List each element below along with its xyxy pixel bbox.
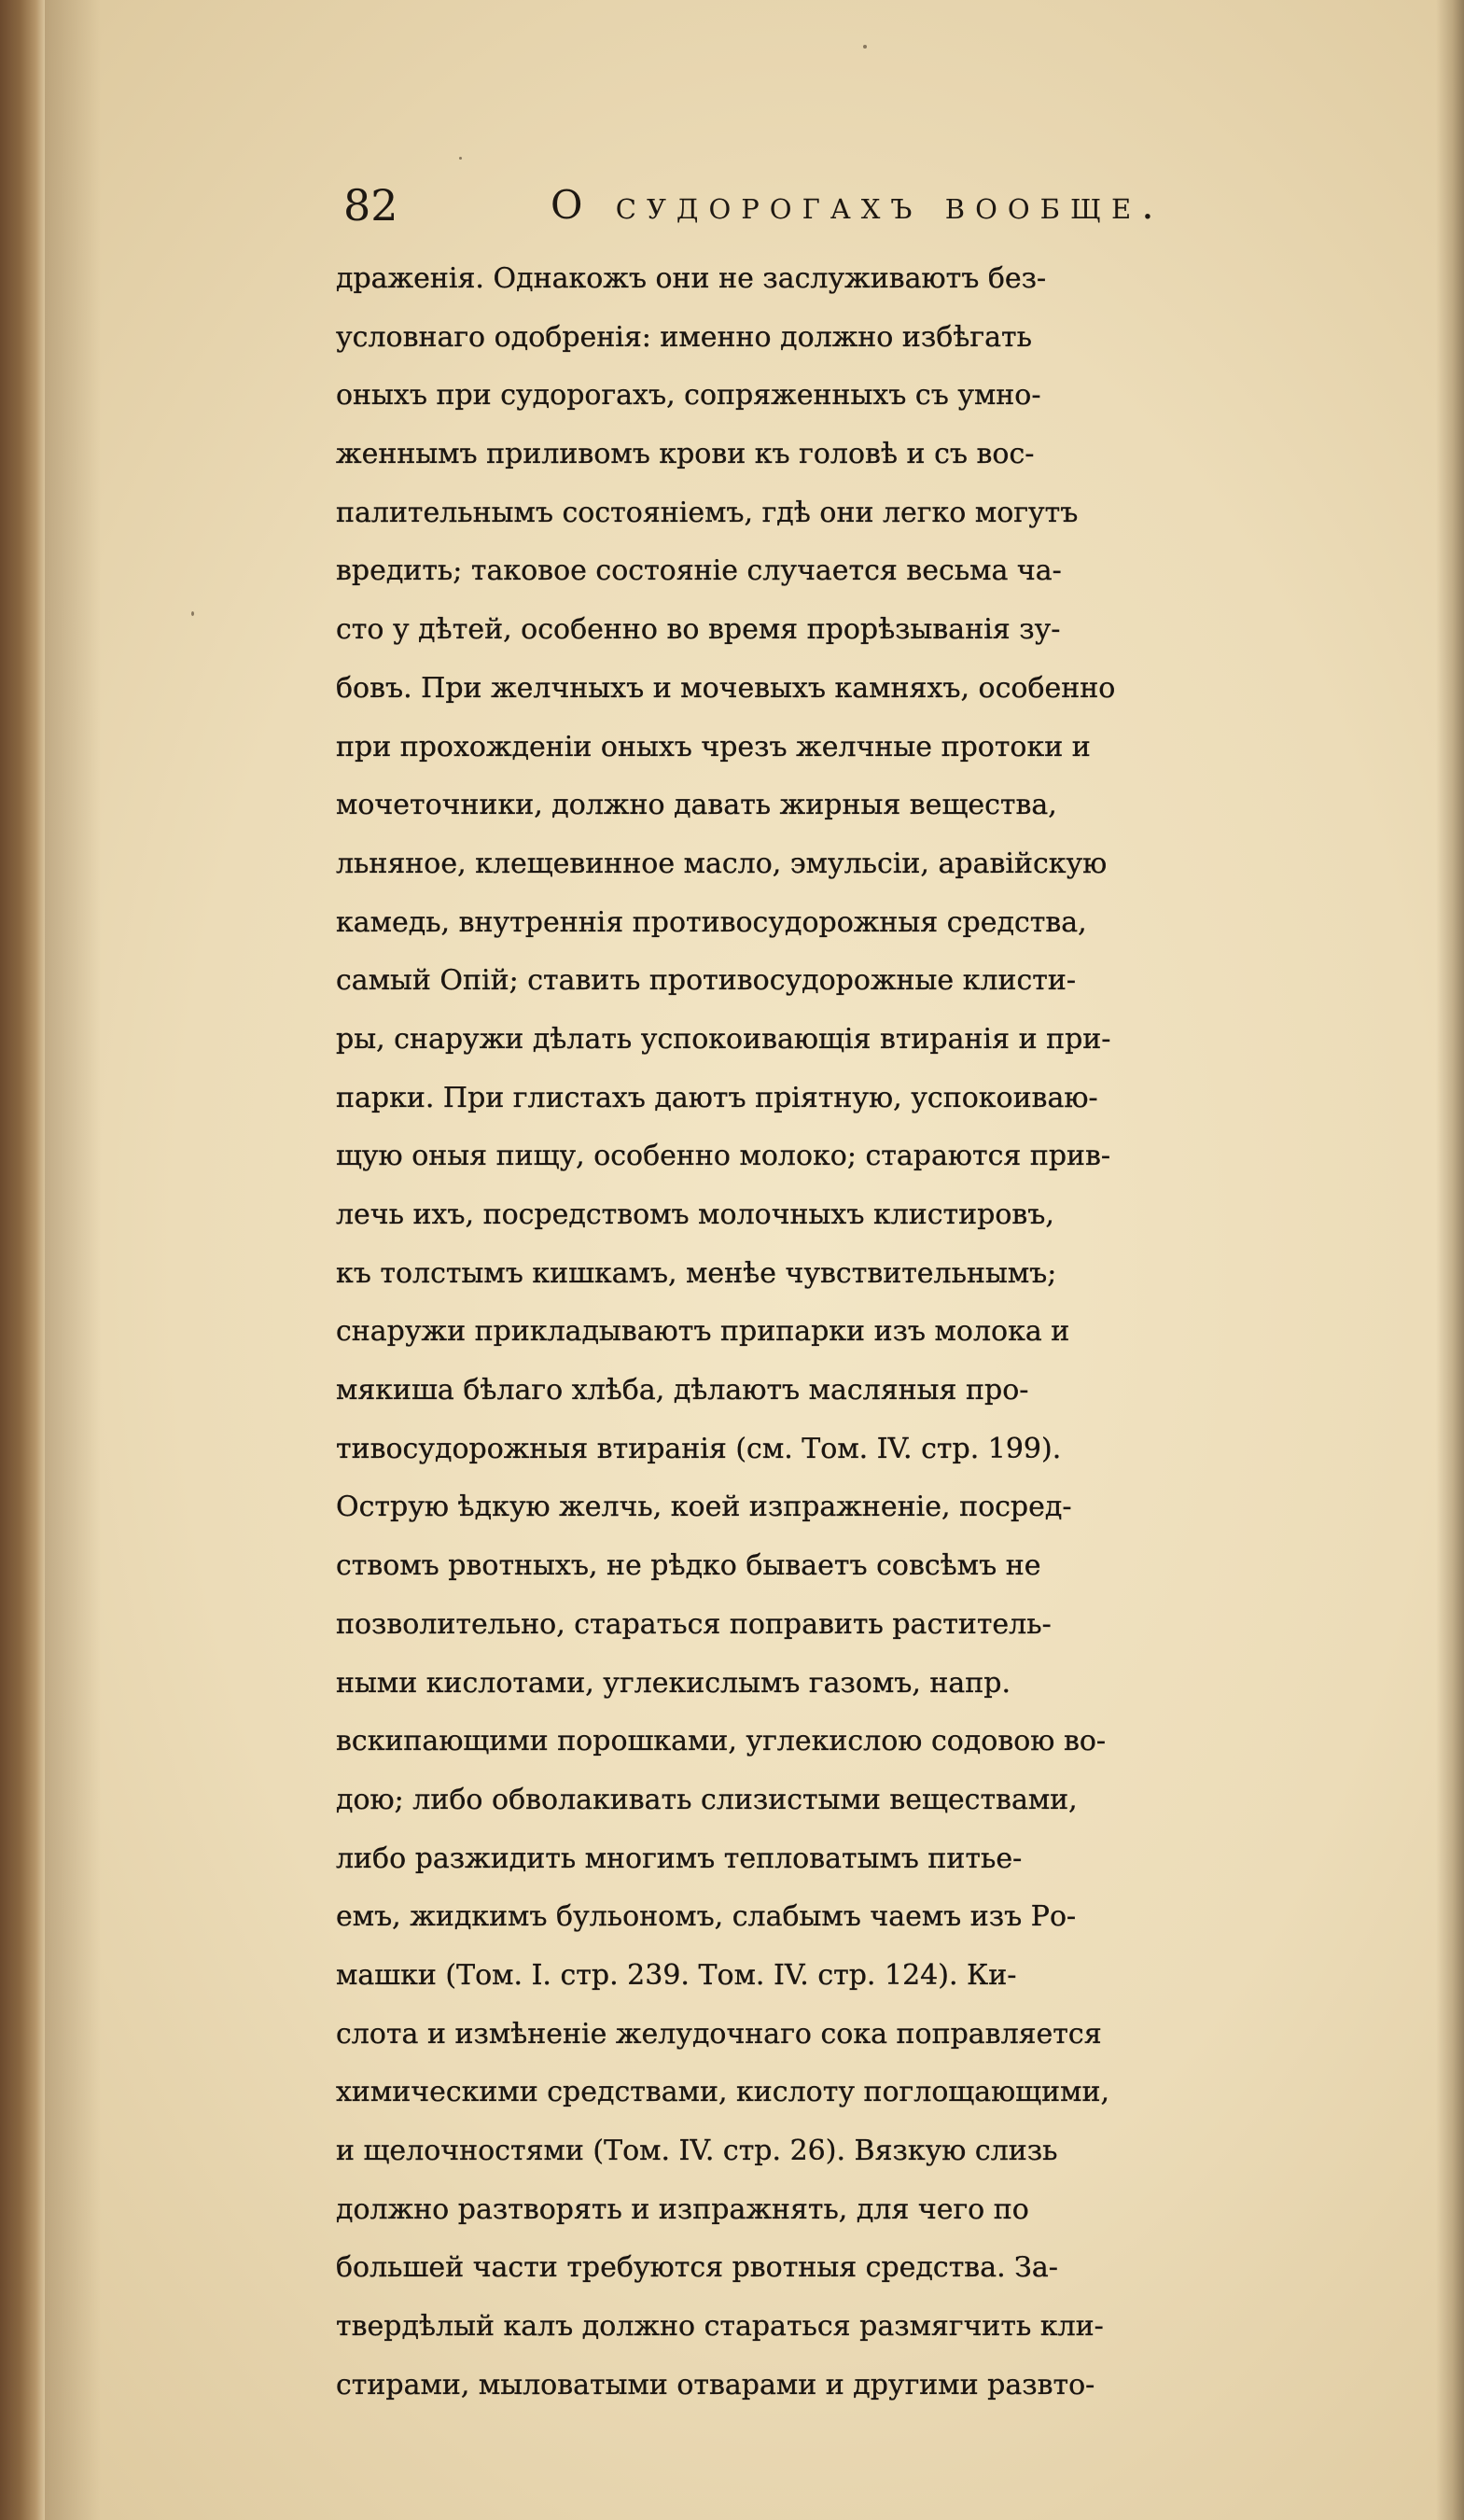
text-line: драженія. Однакожъ они не заслуживаютъ без- — [336, 262, 1047, 295]
text-line: слота и измѣненіе желудочнаго сока поправляется — [336, 2017, 1102, 2051]
text-line: ными кислотами, углекислымъ газомъ, напр. — [336, 1666, 1011, 1700]
text-line: льняное, клещевинное масло, эмульсіи, аравійскую — [336, 847, 1108, 880]
text-line: лечь ихъ, посредствомъ молочныхъ клистировъ, — [336, 1198, 1054, 1231]
ink-speck — [191, 611, 194, 616]
body-text — [336, 250, 1411, 2415]
text-line: машки (Том. I. стр. 239. Том. IV. стр. 124). Ки- — [336, 1958, 1017, 1992]
ink-speck — [863, 45, 867, 49]
text-line: химическими средствами, кислоту поглощающими, — [336, 2076, 1110, 2109]
text-line: мякиша бѣлаго хлѣба, дѣлаютъ масляныя про- — [336, 1374, 1029, 1407]
text-line: емъ, жидкимъ бульономъ, слабымъ чаемъ изъ Ро- — [336, 1900, 1077, 1934]
text-line: сто у дѣтей, особенно во время прорѣзыванія зу- — [336, 613, 1061, 647]
text-line: мочеточники, должно давать жирныя вещества, — [336, 789, 1057, 822]
text-line: ствомъ рвотныхъ, не рѣдко бываетъ совсѣмъ не — [336, 1549, 1041, 1583]
page-number: 82 — [343, 180, 398, 231]
ink-speck — [459, 157, 462, 160]
text-line: самый Опій; ставить противосудорожные клисти- — [336, 964, 1077, 998]
text-line: условнаго одобренія: именно должно избѣгать — [336, 320, 1032, 354]
text-line: ры, снаружи дѣлать успокоивающія втиранія и при- — [336, 1022, 1111, 1056]
text-line: либо разжидить многимъ тепловатымъ питье- — [336, 1841, 1023, 1875]
text-line: стирами, мыловатыми отварами и другими развто- — [336, 2368, 1095, 2401]
text-line: при прохожденіи оныхъ чрезъ желчные протоки и — [336, 730, 1091, 763]
text-line: Острую ѣдкую желчь, коей изпражненіе, посред- — [336, 1491, 1072, 1524]
page-header — [343, 177, 1416, 243]
text-line: твердѣлый калъ должно стараться размягчить кли- — [336, 2310, 1104, 2344]
text-line: позволительно, стараться поправить раститель- — [336, 1607, 1052, 1641]
running-head: О судорогахъ вообще. — [551, 182, 1164, 228]
text-line: парки. При глистахъ даютъ пріятную, успокоиваю- — [336, 1081, 1098, 1114]
text-line: женнымъ приливомъ крови къ головѣ и съ вос- — [336, 438, 1035, 471]
text-line: дою; либо обволакивать слизистыми веществами, — [336, 1783, 1078, 1816]
text-line: бовъ. При желчныхъ и мочевыхъ камняхъ, особенно — [336, 671, 1116, 705]
text-line: и щелочностями (Том. IV. стр. 26). Вязкую слизь — [336, 2135, 1058, 2167]
text-line: снаружи прикладываютъ припарки изъ молока и — [336, 1315, 1070, 1349]
text-line: щую оныя пищу, особенно молоко; стараются прив- — [336, 1140, 1111, 1173]
text-line: оныхъ при судорогахъ, сопряженныхъ съ умно- — [336, 379, 1041, 413]
text-line: камедь, внутреннія противосудорожныя средства, — [336, 905, 1087, 939]
text-line: большей части требуются рвотныя средства. За- — [336, 2251, 1058, 2285]
text-line: тивосудорожныя втиранія (см. Том. IV. стр. 199). — [336, 1432, 1062, 1465]
gutter-shadow — [45, 0, 101, 2520]
page-edge-right — [1436, 0, 1464, 2520]
text-line: должно разтворять и изпражнять, для чего по — [336, 2192, 1029, 2226]
text-line: вскипающими порошками, углекислою содовою во- — [336, 1725, 1107, 1758]
text-line: къ толстымъ кишкамъ, менѣе чувствительнымъ; — [336, 1256, 1057, 1290]
text-line: палительнымъ состояніемъ, гдѣ они легко могутъ — [336, 496, 1079, 529]
text-line: вредить; таковое состояніе случается весьма ча- — [336, 554, 1062, 588]
book-spine-edge — [0, 0, 45, 2520]
